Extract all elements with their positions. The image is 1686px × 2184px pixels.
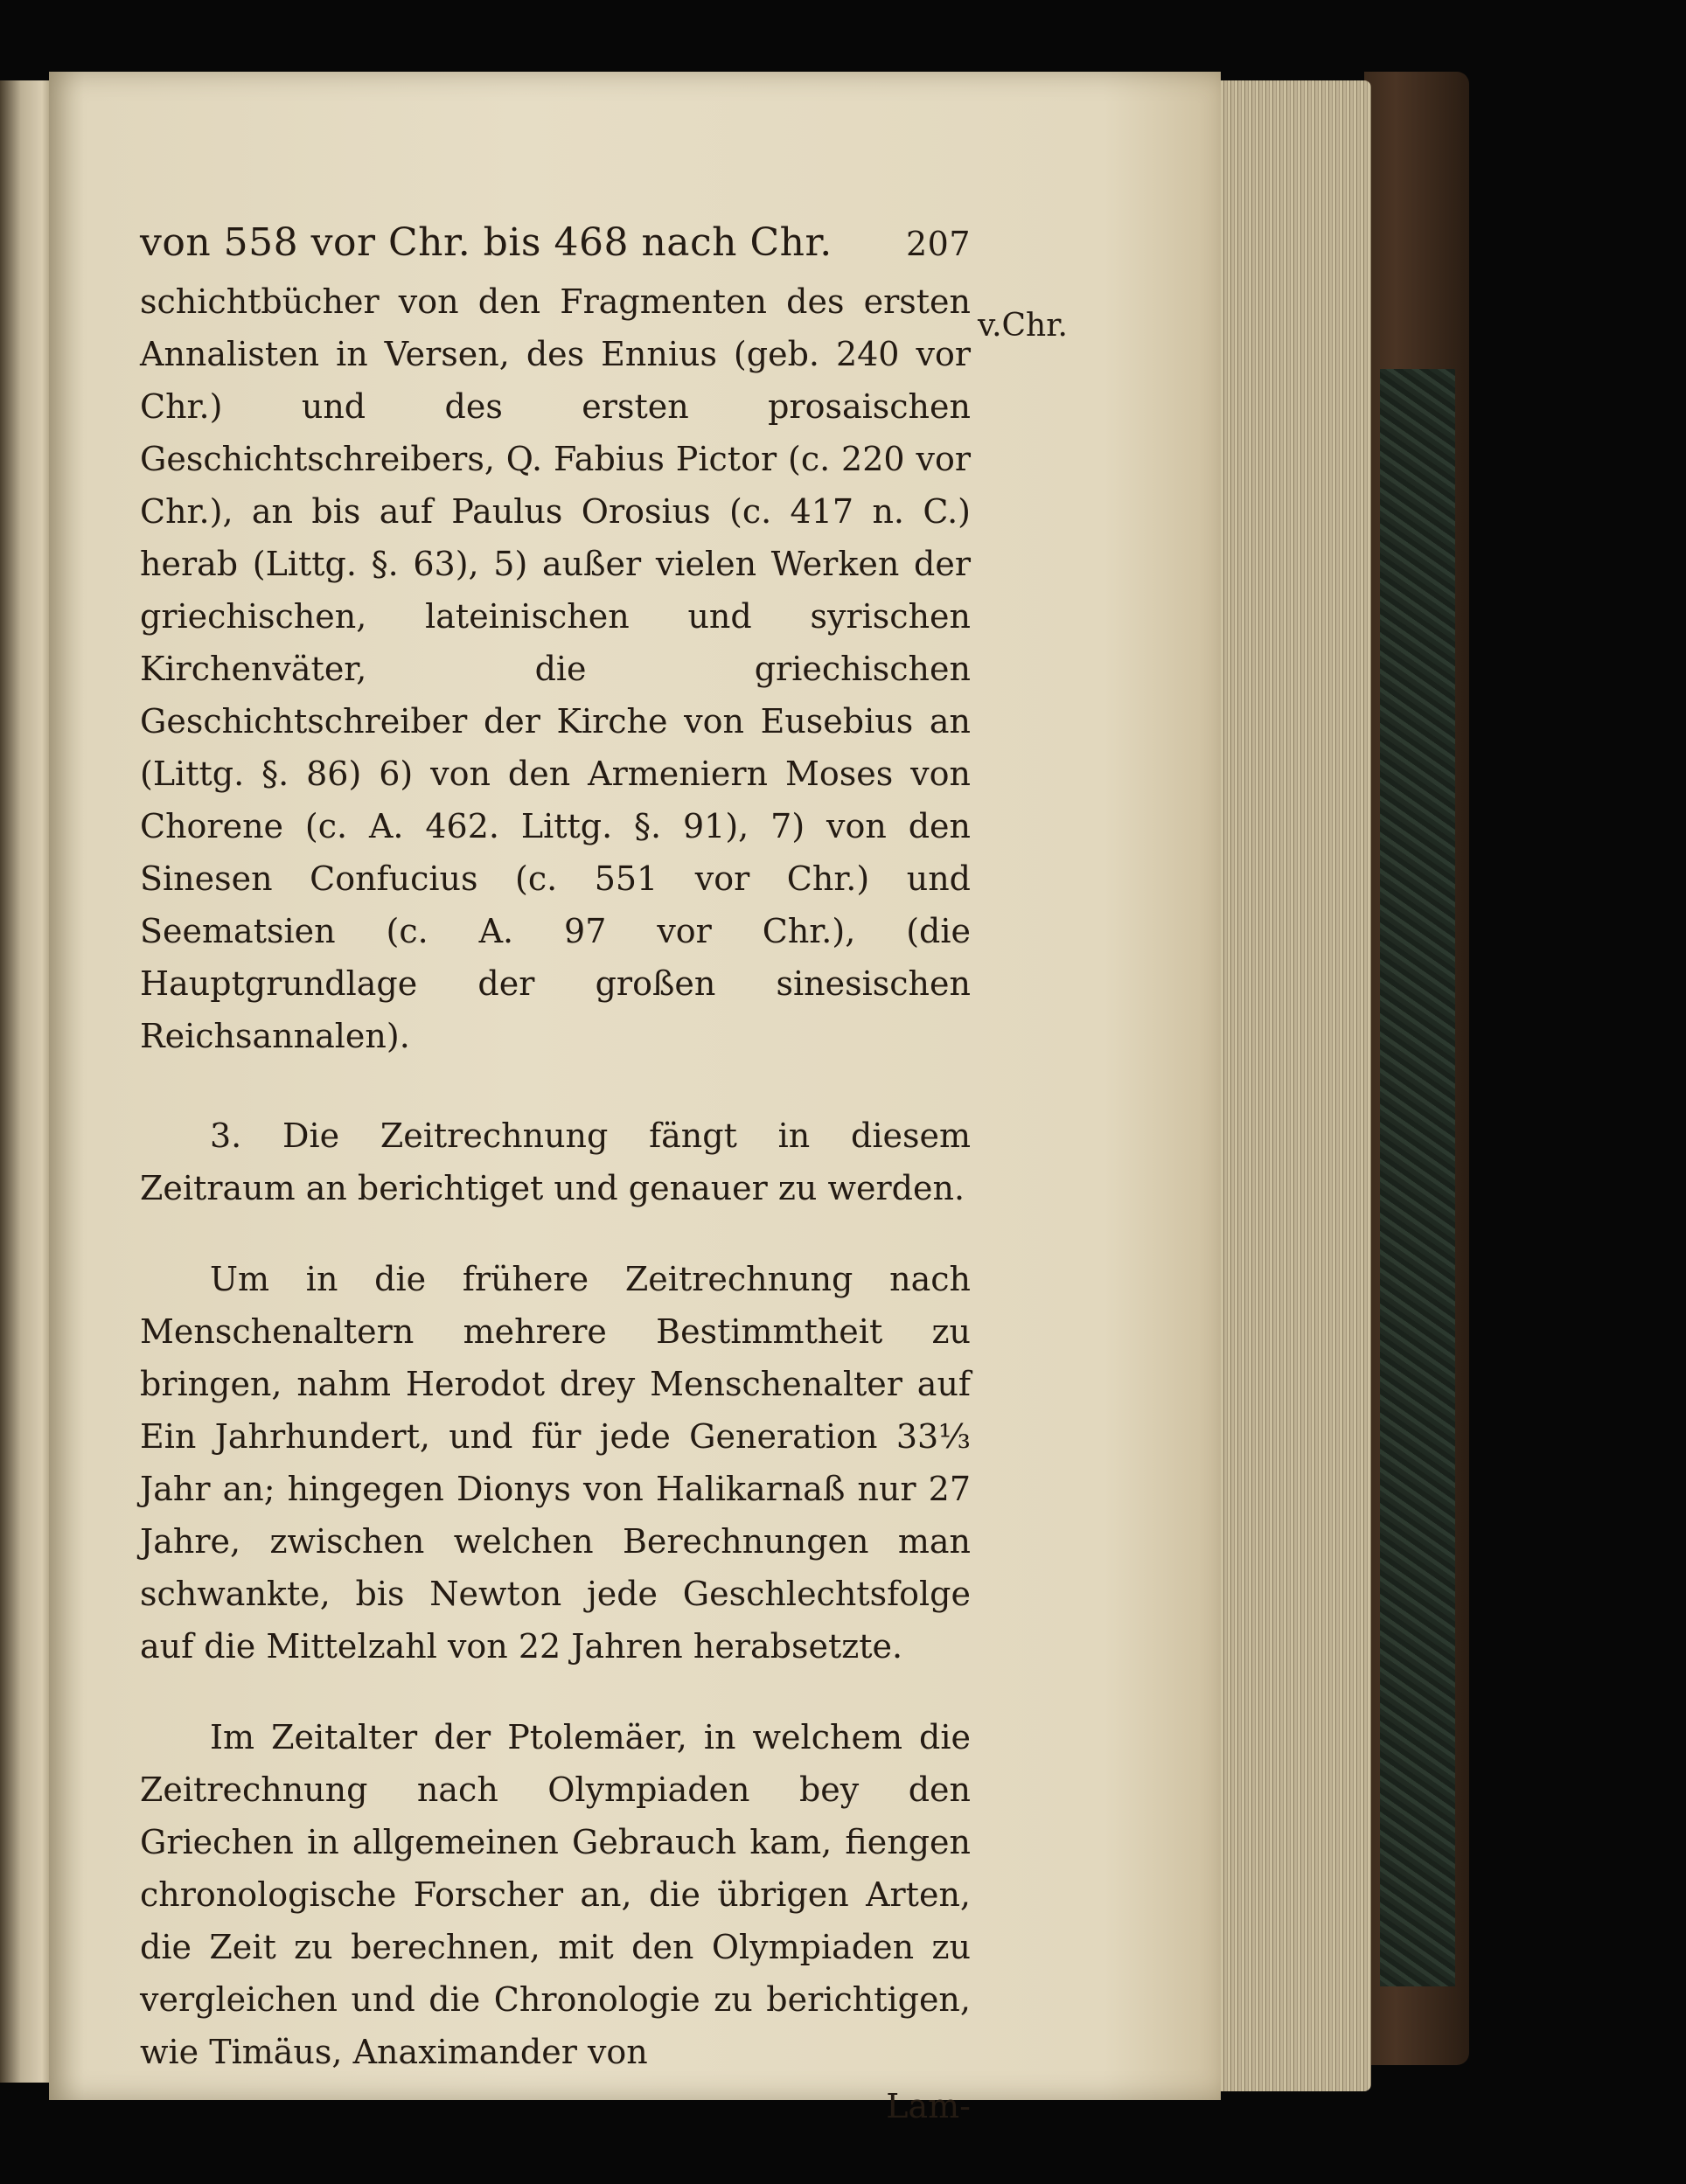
paragraph-sources: schichtbücher von den Fragmenten des ersten Annalisten in Versen, des Ennius (geb. 240 vor Chr.) und des ersten prosaischen Geschichtschreibers, Q. Fabius Pictor (c. 220 vor Chr.), an bis auf Paulus Orosius (c. 417 n. C.) herab (Littg. §. 63), 5) außer vielen Werken der griechischen, lateinischen und syrischen Kirchenväter, die griechischen Geschichtschreiber der Kirche von Eusebius an (Littg. §. 86) 6) von den Armeniern Moses von Chorene (c. A. 462. Littg. §. 91), 7) von den Sinesen Confucius (c. 551 vor Chr.) und Seematsien (c. A. 97 vor Chr.), (die Hauptgrundlage der großen sinesischen Reichsannalen). [140,282,971,1055]
page-number: 207 [905,225,971,263]
page-edges [1217,80,1371,2091]
paragraph-generations: Um in die frühere Zeitrechnung nach Menschenaltern mehrere Bestimmtheit zu bringen, nahm Herodot drey Menschenalter auf Ein Jahrhundert, und für jede Generation 33⅓ Jahr an; hingegen Dionys von Halikarnaß nur 27 Jahre, zwischen welchen Berechnungen man schwankte, bis Newton jede Geschlechtsfolge auf die Mittelzahl von 22 Jahren herabsetzte. [140,1260,971,1666]
section-heading-paragraph: 3. Die Zeitrechnung fängt in diesem Zeitraum an berichtiget und genauer zu werden. [140,1116,971,1207]
catchword: Lam- [886,2087,971,2125]
margin-note: v.Chr. [978,308,1068,344]
left-page-gutter [0,80,52,2083]
running-title: von 558 vor Chr. bis 468 nach Chr. [140,220,833,265]
marbled-cover-paper [1380,369,1455,1986]
book-cover [1364,72,1469,2065]
paragraph-ptolemies: Im Zeitalter der Ptolemäer, in welchem die Zeitrechnung nach Olympiaden bey den Griechen in allgemeinen Gebrauch kam, fiengen chronologische Forscher an, die übrigen Arten, die Zeit zu berechnen, mit den Olympiaden zu vergleichen und die Chronologie zu berichtigen, wie Timäus, Anaximander von [140,1718,971,2071]
page-text-block [140,217,971,2132]
running-header [140,217,971,270]
